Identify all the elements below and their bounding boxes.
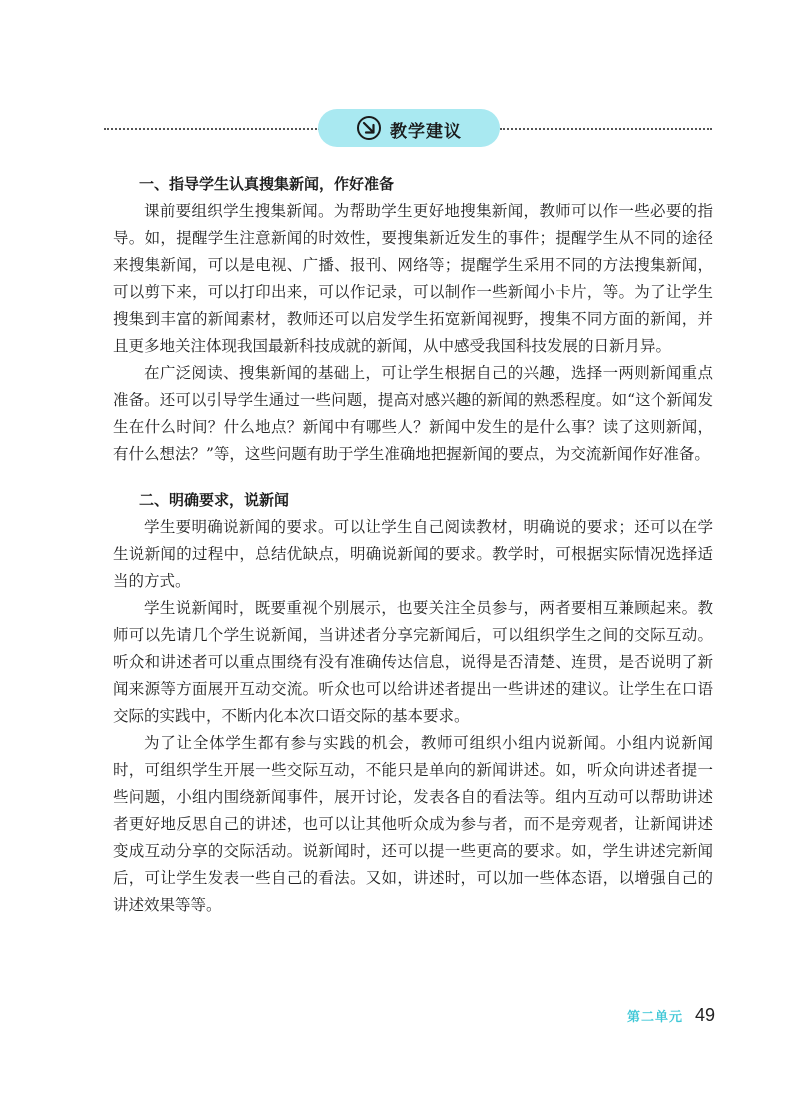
section-title-tab xyxy=(318,109,500,147)
header-divider-left xyxy=(104,128,320,130)
page-footer xyxy=(627,1005,715,1026)
paragraph: 学生要明确说新闻的要求。可以让学生自己阅读教材，明确说的要求；还可以在学生说新闻的过程中，总结优缺点，明确说新闻的要求。教学时，可根据实际情况选择适当的方式。 xyxy=(113,518,713,590)
paragraph: 学生说新闻时，既要重视个别展示，也要关注全员参与，两者要相互兼顾起来。教师可以先请几个学生说新闻，当讲述者分享完新闻后，可以组织学生之间的交际互动。听众和讲述者可以重点围绕有没有准确传达信息，说得是否清楚、连贯，是否说明了新闻来源等方面展开互动交流。听众也可以给讲述者提出一些讲述的建议。让学生在口语交际的实践中，不断内化本次口语交际的基本要求。 xyxy=(113,599,713,725)
section-heading-1: 一、指导学生认真搜集新闻，作好准备 xyxy=(139,175,395,193)
section-title: 教学建议 xyxy=(390,122,462,142)
paragraph: 在广泛阅读、搜集新闻的基础上，可让学生根据自己的兴趣，选择一两则新闻重点准备。还可以引导学生通过一些问题，提高对感兴趣的新闻的熟悉程度。如“这个新闻发生在什么时间？什么地点？新闻中有哪些人？新闻中发生的是什么事？读了这则新闻，有什么想法？”等，这些问题有助于学生准确地把握新闻的要点，为交流新闻作好准备。 xyxy=(113,364,713,463)
header-divider-right xyxy=(500,128,712,130)
page-number: 49 xyxy=(694,1005,715,1025)
paragraph: 为了让全体学生都有参与实践的机会，教师可组织小组内说新闻。小组内说新闻时，可组织学生开展一些交际互动，不能只是单向的新闻讲述。如，听众向讲述者提一些问题，小组内围绕新闻事件，展开讨论，发表各自的看法等。组内互动可以帮助讲述者更好地反思自己的讲述，也可以让其他听众成为参与者，而不是旁观者，让新闻讲述变成互动分享的交际活动。说新闻时，还可以提一些更高的要求。如，学生讲述完新闻后，可让学生发表一些自己的看法。又如，讲述时，可以加一些体态语，以增强自己的讲述效果等等。 xyxy=(113,734,713,914)
document-body xyxy=(113,171,713,919)
arrow-down-right-icon xyxy=(356,115,382,141)
unit-label: 第二单元 xyxy=(626,1010,683,1025)
paragraph: 课前要组织学生搜集新闻。为帮助学生更好地搜集新闻，教师可以作一些必要的指导。如，提醒学生注意新闻的时效性，要搜集新近发生的事件；提醒学生从不同的途径来搜集新闻，可以是电视、广播、报刊、网络等；提醒学生采用不同的方法搜集新闻，可以剪下来，可以打印出来，可以作记录，可以制作一些新闻小卡片，等。为了让学生搜集到丰富的新闻素材，教师还可以启发学生拓宽新闻视野，搜集不同方面的新闻，并且更多地关注体现我国最新科技成就的新闻，从中感受我国科技发展的日新月异。 xyxy=(113,202,713,355)
section-heading-2: 二、明确要求，说新闻 xyxy=(139,491,290,509)
